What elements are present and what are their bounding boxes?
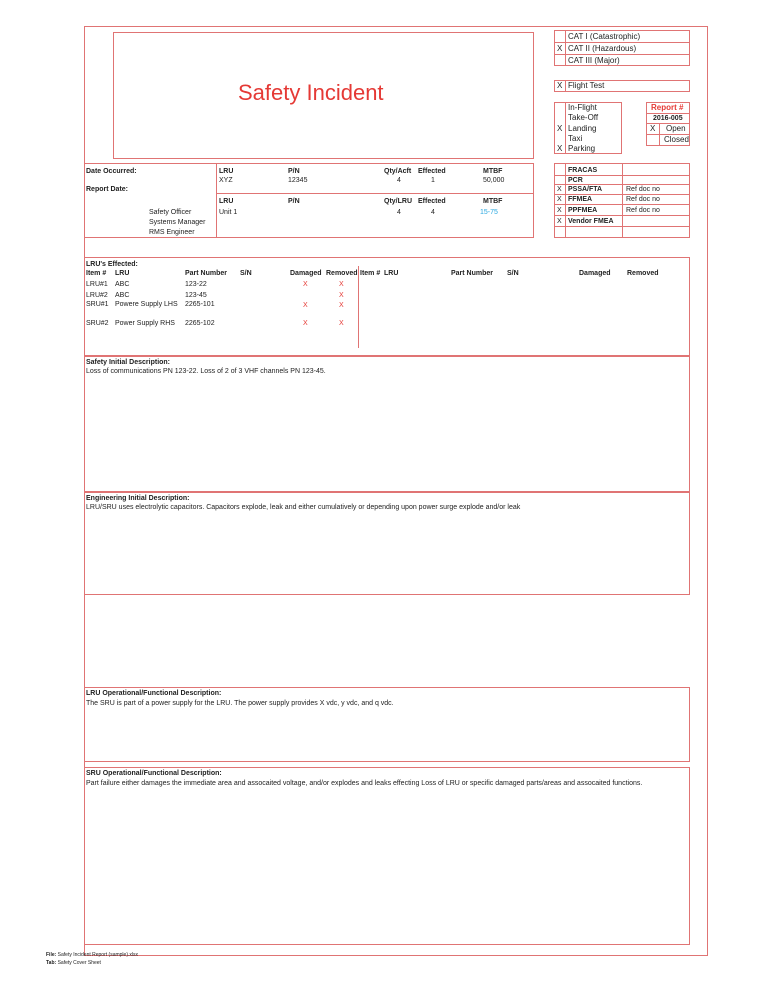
col-lru-r: LRU bbox=[384, 270, 399, 277]
person-2: RMS Engineer bbox=[149, 229, 195, 236]
person-0: Safety Officer bbox=[149, 209, 192, 216]
footer-tab-value: Safety Cover Sheet bbox=[57, 960, 101, 966]
cat-label-2: CAT III (Major) bbox=[568, 56, 620, 65]
col-damaged-r: Damaged bbox=[579, 270, 611, 277]
safety-text: Loss of communications PN 123-22. Loss of 2 of 3 VHF channels PN 123-45. bbox=[86, 368, 326, 375]
col-removed-r: Removed bbox=[627, 270, 659, 277]
row0-removed: X bbox=[339, 281, 344, 288]
lru-col-lru: LRU bbox=[219, 168, 234, 175]
status-mark-0: X bbox=[650, 124, 656, 133]
lru-val-effected: 1 bbox=[431, 177, 435, 184]
sru-op-heading: SRU Operational/Functional Description: bbox=[86, 770, 222, 777]
engineering-text: LRU/SRU uses electrolytic capacitors. Capacitors explode, leak and either cumulatively or depending upon power surge explode and/or leak bbox=[86, 504, 521, 511]
col-part: Part Number bbox=[185, 270, 228, 277]
lru-val-mtbf: 50,000 bbox=[483, 177, 505, 184]
status-label-0: Open bbox=[666, 124, 686, 133]
unit-col-qty: Qty/LRU bbox=[384, 198, 412, 205]
col-sn-r: S/N bbox=[507, 270, 519, 277]
footer-file bbox=[46, 952, 138, 959]
row2-part: 2265-101 bbox=[185, 301, 215, 308]
footer-tab bbox=[46, 960, 101, 967]
col-damaged: Damaged bbox=[290, 270, 322, 277]
phase-label-1: Take-Off bbox=[568, 113, 599, 122]
page-title: Safety Incident bbox=[238, 80, 384, 105]
analysis-ref-4: Ref doc no bbox=[626, 207, 660, 214]
report-label: Report # bbox=[651, 103, 684, 112]
analysis-mark-5: X bbox=[557, 218, 562, 225]
col-item-r: Item # bbox=[360, 270, 381, 277]
analysis-ref-2: Ref doc no bbox=[626, 186, 660, 193]
analysis-label-5: Vendor FMEA bbox=[568, 218, 614, 225]
phase-label-3: Taxi bbox=[568, 134, 583, 143]
unit-val-effected: 4 bbox=[431, 209, 435, 216]
row2-lru: Powere Supply LHS bbox=[115, 301, 178, 308]
cat-label-0: CAT I (Catastrophic) bbox=[568, 32, 641, 41]
lru-col-qty: Qty/Acft bbox=[384, 168, 412, 175]
unit-val-lru: Unit 1 bbox=[219, 209, 238, 216]
lru-col-pn: P/N bbox=[288, 168, 300, 175]
phase-mark-2: X bbox=[557, 124, 563, 133]
row3-damaged: X bbox=[303, 320, 308, 327]
flight-test-mark: X bbox=[557, 81, 563, 90]
lru-val-lru: XYZ bbox=[219, 177, 233, 184]
analysis-label-3: FFMEA bbox=[568, 196, 593, 203]
analysis-mark-2: X bbox=[557, 186, 562, 193]
unit-val-qty: 4 bbox=[397, 209, 401, 216]
phase-label-4: Parking bbox=[568, 144, 596, 153]
engineering-heading: Engineering Initial Description: bbox=[86, 495, 190, 502]
row1-lru: ABC bbox=[115, 292, 130, 299]
date-occurred-label: Date Occurred: bbox=[86, 168, 137, 175]
row1-part: 123-45 bbox=[185, 292, 207, 299]
unit-col-pn: P/N bbox=[288, 198, 300, 205]
footer-file-value: Safety Incident Report (sample).xlsx bbox=[57, 952, 138, 958]
analysis-label-1: PCR bbox=[568, 177, 583, 184]
report-number: 2016-005 bbox=[653, 115, 683, 122]
status-label-1: Closed bbox=[664, 135, 689, 144]
footer-file-label: File: bbox=[46, 952, 57, 958]
lru-col-effected: Effected bbox=[418, 168, 446, 175]
lru-op-text: The SRU is part of a power supply for the LRU. The power supply provides X vdc, y vdc, and q vdc. bbox=[86, 700, 394, 707]
unit-col-lru: LRU bbox=[219, 198, 234, 205]
sru-operational-box bbox=[84, 767, 690, 945]
row1-removed: X bbox=[339, 292, 344, 299]
row3-item: SRU#2 bbox=[86, 320, 109, 327]
analysis-label-2: PSSA/FTA bbox=[568, 186, 603, 193]
lru-op-heading: LRU Operational/Functional Description: bbox=[86, 690, 222, 697]
analysis-label-4: PPFMEA bbox=[568, 207, 598, 214]
cat-mark-1: X bbox=[557, 44, 563, 53]
lru-effected-heading: LRU's Effected: bbox=[86, 261, 138, 268]
unit-col-mtbf: MTBF bbox=[483, 198, 503, 205]
row2-removed: X bbox=[339, 302, 344, 309]
phase-mark-4: X bbox=[557, 144, 563, 153]
unit-col-effected: Effected bbox=[418, 198, 446, 205]
col-removed: Removed bbox=[326, 270, 358, 277]
analysis-mark-3: X bbox=[557, 196, 562, 203]
row0-item: LRU#1 bbox=[86, 281, 108, 288]
row0-lru: ABC bbox=[115, 281, 130, 288]
report-date-label: Report Date: bbox=[86, 186, 129, 193]
row3-removed: X bbox=[339, 320, 344, 327]
row3-part: 2265-102 bbox=[185, 320, 215, 327]
lru-val-qty: 4 bbox=[397, 177, 401, 184]
lru-col-mtbf: MTBF bbox=[483, 168, 503, 175]
row3-lru: Power Supply RHS bbox=[115, 320, 175, 327]
col-item: Item # bbox=[86, 270, 107, 277]
sru-op-text: Part failure either damages the immediate area and assocaited voltage, and/or explodes and leaks effecting Loss of LRU or specific damaged parts/areas and assocaited functions. bbox=[86, 780, 643, 787]
row2-item: SRU#1 bbox=[86, 301, 109, 308]
row0-part: 123-22 bbox=[185, 281, 207, 288]
flight-test-label: Flight Test bbox=[568, 81, 605, 90]
safety-heading: Safety Initial Description: bbox=[86, 359, 171, 366]
phase-label-0: In-Flight bbox=[568, 103, 597, 112]
col-sn: S/N bbox=[240, 270, 252, 277]
row2-damaged: X bbox=[303, 302, 308, 309]
col-part-r: Part Number bbox=[451, 270, 494, 277]
person-1: Systems Manager bbox=[149, 219, 206, 226]
phase-label-2: Landing bbox=[568, 124, 597, 133]
analysis-ref-3: Ref doc no bbox=[626, 196, 660, 203]
analysis-label-0: FRACAS bbox=[568, 167, 598, 174]
row0-damaged: X bbox=[303, 281, 308, 288]
lru-val-pn: 12345 bbox=[288, 177, 308, 184]
row1-item: LRU#2 bbox=[86, 292, 108, 299]
safety-description-box bbox=[84, 356, 690, 492]
cat-label-1: CAT II (Hazardous) bbox=[568, 44, 637, 53]
unit-val-mtbf: 15-75 bbox=[480, 209, 498, 216]
col-lru: LRU bbox=[115, 270, 130, 277]
analysis-mark-4: X bbox=[557, 207, 562, 214]
footer-tab-label: Tab: bbox=[46, 960, 57, 966]
